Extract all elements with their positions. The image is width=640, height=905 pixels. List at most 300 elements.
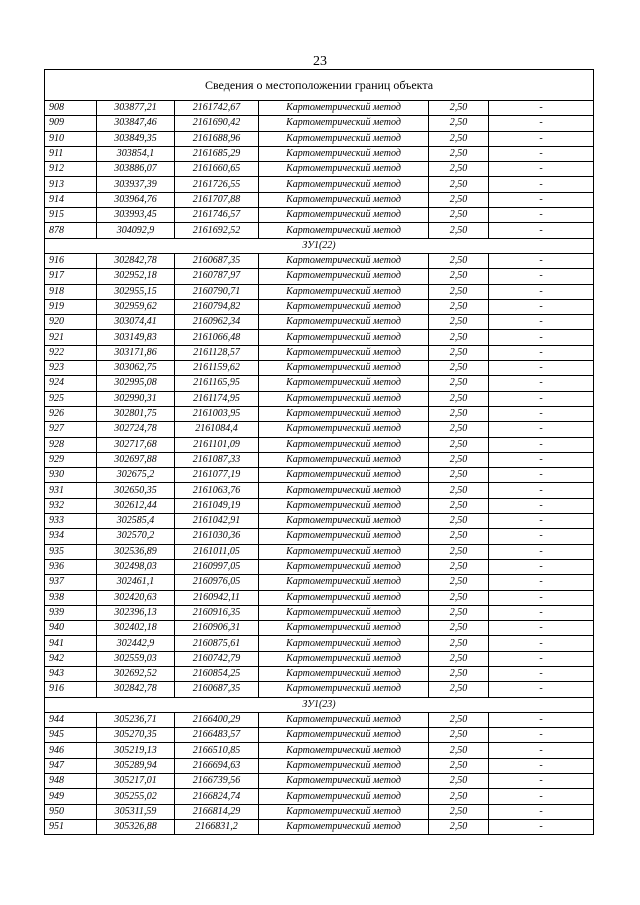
method-cell: Картометрический метод: [259, 345, 429, 360]
description-cell: -: [489, 468, 594, 483]
method-cell: Картометрический метод: [259, 284, 429, 299]
method-cell: Картометрический метод: [259, 452, 429, 467]
description-cell: -: [489, 101, 594, 116]
description-cell: -: [489, 315, 594, 330]
point-number-cell: 941: [45, 636, 97, 651]
point-number-cell: 925: [45, 391, 97, 406]
method-cell: Картометрический метод: [259, 468, 429, 483]
table-row: [45, 223, 594, 238]
point-number-cell: 922: [45, 345, 97, 360]
coordinate-x-cell: 302995,08: [97, 376, 175, 391]
coordinate-x-cell: 303074,41: [97, 315, 175, 330]
method-cell: Картометрический метод: [259, 422, 429, 437]
method-cell: Картометрический метод: [259, 743, 429, 758]
coordinate-x-cell: 302675,2: [97, 468, 175, 483]
coordinate-y-cell: 2161692,52: [175, 223, 259, 238]
coordinate-x-cell: 302801,75: [97, 406, 175, 421]
method-cell: Картометрический метод: [259, 666, 429, 681]
coordinate-x-cell: 303849,35: [97, 131, 175, 146]
point-number-cell: 944: [45, 712, 97, 727]
table-row: [45, 498, 594, 513]
coordinate-y-cell: 2166694,63: [175, 758, 259, 773]
table-row: [45, 636, 594, 651]
accuracy-cell: 2,50: [429, 728, 489, 743]
coordinate-y-cell: 2161030,36: [175, 529, 259, 544]
description-cell: -: [489, 253, 594, 268]
description-cell: -: [489, 269, 594, 284]
accuracy-cell: 2,50: [429, 605, 489, 620]
point-number-cell: 915: [45, 208, 97, 223]
coordinate-x-cell: 302717,68: [97, 437, 175, 452]
method-cell: Картометрический метод: [259, 819, 429, 834]
method-cell: Картометрический метод: [259, 192, 429, 207]
description-cell: -: [489, 162, 594, 177]
coordinate-y-cell: 2161042,91: [175, 514, 259, 529]
coordinate-y-cell: 2166814,29: [175, 804, 259, 819]
table-row: [45, 376, 594, 391]
description-cell: -: [489, 299, 594, 314]
method-cell: Картометрический метод: [259, 605, 429, 620]
page-number: 23: [313, 54, 327, 69]
description-cell: -: [489, 391, 594, 406]
coordinate-y-cell: 2166483,57: [175, 728, 259, 743]
coordinate-x-cell: 302559,03: [97, 651, 175, 666]
table-row: [45, 177, 594, 192]
table-row: [45, 116, 594, 131]
coordinate-x-cell: 302585,4: [97, 514, 175, 529]
coordinate-y-cell: 2160976,05: [175, 575, 259, 590]
point-number-cell: 930: [45, 468, 97, 483]
description-cell: -: [489, 559, 594, 574]
coordinate-x-cell: 303964,76: [97, 192, 175, 207]
point-number-cell: 919: [45, 299, 97, 314]
table-row: [45, 758, 594, 773]
coordinate-y-cell: 2161660,65: [175, 162, 259, 177]
point-number-cell: 923: [45, 361, 97, 376]
accuracy-cell: 2,50: [429, 529, 489, 544]
accuracy-cell: 2,50: [429, 284, 489, 299]
coordinate-x-cell: 302612,44: [97, 498, 175, 513]
point-number-cell: 940: [45, 621, 97, 636]
coordinate-y-cell: 2161685,29: [175, 146, 259, 161]
method-cell: Картометрический метод: [259, 498, 429, 513]
coordinate-x-cell: 302842,78: [97, 682, 175, 697]
method-cell: Картометрический метод: [259, 131, 429, 146]
point-number-cell: 924: [45, 376, 97, 391]
coordinate-x-cell: 303993,45: [97, 208, 175, 223]
table-row: [45, 590, 594, 605]
point-number-cell: 914: [45, 192, 97, 207]
coordinate-y-cell: 2161063,76: [175, 483, 259, 498]
coordinate-x-cell: 304092,9: [97, 223, 175, 238]
coordinate-y-cell: 2161174,95: [175, 391, 259, 406]
coordinate-x-cell: 303171,86: [97, 345, 175, 360]
coordinate-y-cell: 2161159,62: [175, 361, 259, 376]
coordinate-x-cell: 302536,89: [97, 544, 175, 559]
method-cell: Картометрический метод: [259, 774, 429, 789]
coordinate-x-cell: 303854,1: [97, 146, 175, 161]
accuracy-cell: 2,50: [429, 590, 489, 605]
table-row: [45, 728, 594, 743]
method-cell: Картометрический метод: [259, 299, 429, 314]
method-cell: Картометрический метод: [259, 682, 429, 697]
accuracy-cell: 2,50: [429, 666, 489, 681]
point-number-cell: 929: [45, 452, 97, 467]
point-number-cell: 949: [45, 789, 97, 804]
coordinate-x-cell: 302955,15: [97, 284, 175, 299]
coordinate-x-cell: 302442,9: [97, 636, 175, 651]
coordinate-x-cell: 305255,02: [97, 789, 175, 804]
description-cell: -: [489, 437, 594, 452]
description-cell: -: [489, 651, 594, 666]
description-cell: -: [489, 621, 594, 636]
accuracy-cell: 2,50: [429, 743, 489, 758]
coordinate-x-cell: 303149,83: [97, 330, 175, 345]
coordinate-y-cell: 2160916,35: [175, 605, 259, 620]
coordinate-x-cell: 302724,78: [97, 422, 175, 437]
accuracy-cell: 2,50: [429, 819, 489, 834]
point-number-cell: 932: [45, 498, 97, 513]
table-row: [45, 208, 594, 223]
accuracy-cell: 2,50: [429, 101, 489, 116]
coordinate-x-cell: 303847,46: [97, 116, 175, 131]
coordinate-y-cell: 2160787,97: [175, 269, 259, 284]
coordinate-x-cell: 305219,13: [97, 743, 175, 758]
table-row: [45, 712, 594, 727]
section-row: [45, 697, 594, 712]
accuracy-cell: 2,50: [429, 192, 489, 207]
coordinate-x-cell: 303062,75: [97, 361, 175, 376]
accuracy-cell: 2,50: [429, 162, 489, 177]
method-cell: Картометрический метод: [259, 621, 429, 636]
description-cell: -: [489, 422, 594, 437]
accuracy-cell: 2,50: [429, 406, 489, 421]
accuracy-cell: 2,50: [429, 621, 489, 636]
coordinate-x-cell: 302461,1: [97, 575, 175, 590]
method-cell: Картометрический метод: [259, 101, 429, 116]
point-number-cell: 933: [45, 514, 97, 529]
method-cell: Картометрический метод: [259, 376, 429, 391]
description-cell: -: [489, 804, 594, 819]
point-number-cell: 937: [45, 575, 97, 590]
coordinate-y-cell: 2160794,82: [175, 299, 259, 314]
coordinate-y-cell: 2161084,4: [175, 422, 259, 437]
description-cell: -: [489, 498, 594, 513]
point-number-cell: 934: [45, 529, 97, 544]
table-row: [45, 422, 594, 437]
coordinate-y-cell: 2161087,33: [175, 452, 259, 467]
description-cell: -: [489, 590, 594, 605]
method-cell: Картометрический метод: [259, 361, 429, 376]
description-cell: -: [489, 376, 594, 391]
description-cell: -: [489, 743, 594, 758]
point-number-cell: 911: [45, 146, 97, 161]
coordinate-y-cell: 2161003,95: [175, 406, 259, 421]
coordinate-y-cell: 2161128,57: [175, 345, 259, 360]
accuracy-cell: 2,50: [429, 330, 489, 345]
accuracy-cell: 2,50: [429, 559, 489, 574]
accuracy-cell: 2,50: [429, 682, 489, 697]
method-cell: Картометрический метод: [259, 575, 429, 590]
accuracy-cell: 2,50: [429, 422, 489, 437]
section-label: ЗУ1(23): [45, 697, 594, 712]
table-row: [45, 330, 594, 345]
table-row: [45, 192, 594, 207]
point-number-cell: 948: [45, 774, 97, 789]
table-row: [45, 284, 594, 299]
table-row: [45, 575, 594, 590]
method-cell: Картометрический метод: [259, 789, 429, 804]
point-number-cell: 926: [45, 406, 97, 421]
method-cell: Картометрический метод: [259, 559, 429, 574]
coordinate-x-cell: 302959,62: [97, 299, 175, 314]
coordinate-x-cell: 302650,35: [97, 483, 175, 498]
description-cell: -: [489, 345, 594, 360]
point-number-cell: 938: [45, 590, 97, 605]
table-row: [45, 437, 594, 452]
table-row: [45, 544, 594, 559]
point-number-cell: 909: [45, 116, 97, 131]
point-number-cell: 951: [45, 819, 97, 834]
coordinate-y-cell: 2161049,19: [175, 498, 259, 513]
coordinate-y-cell: 2166510,85: [175, 743, 259, 758]
point-number-cell: 912: [45, 162, 97, 177]
description-cell: -: [489, 529, 594, 544]
description-cell: -: [489, 544, 594, 559]
table-row: [45, 361, 594, 376]
accuracy-cell: 2,50: [429, 651, 489, 666]
method-cell: Картометрический метод: [259, 758, 429, 773]
table-row: [45, 789, 594, 804]
method-cell: Картометрический метод: [259, 223, 429, 238]
method-cell: Картометрический метод: [259, 406, 429, 421]
coordinate-y-cell: 2160962,34: [175, 315, 259, 330]
table-title: Сведения о местоположении границ объекта: [45, 70, 594, 101]
point-number-cell: 928: [45, 437, 97, 452]
description-cell: -: [489, 712, 594, 727]
description-cell: -: [489, 452, 594, 467]
section-row: [45, 238, 594, 253]
accuracy-cell: 2,50: [429, 789, 489, 804]
description-cell: -: [489, 131, 594, 146]
description-cell: -: [489, 284, 594, 299]
method-cell: Картометрический метод: [259, 177, 429, 192]
description-cell: -: [489, 192, 594, 207]
accuracy-cell: 2,50: [429, 437, 489, 452]
accuracy-cell: 2,50: [429, 253, 489, 268]
point-number-cell: 939: [45, 605, 97, 620]
accuracy-cell: 2,50: [429, 575, 489, 590]
table-row: [45, 162, 594, 177]
accuracy-cell: 2,50: [429, 774, 489, 789]
coordinate-y-cell: 2161077,19: [175, 468, 259, 483]
method-cell: Картометрический метод: [259, 437, 429, 452]
method-cell: Картометрический метод: [259, 330, 429, 345]
method-cell: Картометрический метод: [259, 116, 429, 131]
coordinate-x-cell: 302842,78: [97, 253, 175, 268]
table-row: [45, 605, 594, 620]
coordinate-y-cell: 2160942,11: [175, 590, 259, 605]
point-number-cell: 945: [45, 728, 97, 743]
method-cell: Картометрический метод: [259, 712, 429, 727]
method-cell: Картометрический метод: [259, 728, 429, 743]
method-cell: Картометрический метод: [259, 804, 429, 819]
description-cell: -: [489, 819, 594, 834]
coordinate-y-cell: 2161690,42: [175, 116, 259, 131]
method-cell: Картометрический метод: [259, 544, 429, 559]
table-title-row: [45, 70, 594, 101]
coordinate-y-cell: 2160742,79: [175, 651, 259, 666]
point-number-cell: 913: [45, 177, 97, 192]
point-number-cell: 910: [45, 131, 97, 146]
table-row: [45, 529, 594, 544]
table-row: [45, 666, 594, 681]
coordinate-y-cell: 2161101,09: [175, 437, 259, 452]
point-number-cell: 931: [45, 483, 97, 498]
description-cell: -: [489, 605, 594, 620]
description-cell: -: [489, 361, 594, 376]
method-cell: Картометрический метод: [259, 529, 429, 544]
coordinate-x-cell: 302952,18: [97, 269, 175, 284]
accuracy-cell: 2,50: [429, 452, 489, 467]
accuracy-cell: 2,50: [429, 376, 489, 391]
description-cell: -: [489, 575, 594, 590]
description-cell: -: [489, 636, 594, 651]
coordinate-x-cell: 302692,52: [97, 666, 175, 681]
coordinate-y-cell: 2161165,95: [175, 376, 259, 391]
point-number-cell: 947: [45, 758, 97, 773]
point-number-cell: 916: [45, 682, 97, 697]
accuracy-cell: 2,50: [429, 269, 489, 284]
method-cell: Картометрический метод: [259, 651, 429, 666]
coordinate-x-cell: 302420,63: [97, 590, 175, 605]
accuracy-cell: 2,50: [429, 345, 489, 360]
description-cell: -: [489, 682, 594, 697]
coordinate-y-cell: 2166400,29: [175, 712, 259, 727]
table-row: [45, 146, 594, 161]
method-cell: Картометрический метод: [259, 391, 429, 406]
table-row: [45, 345, 594, 360]
table-row: [45, 269, 594, 284]
coordinate-y-cell: 2166824,74: [175, 789, 259, 804]
table-row: [45, 483, 594, 498]
coordinate-x-cell: 305236,71: [97, 712, 175, 727]
accuracy-cell: 2,50: [429, 299, 489, 314]
accuracy-cell: 2,50: [429, 804, 489, 819]
method-cell: Картометрический метод: [259, 162, 429, 177]
point-number-cell: 946: [45, 743, 97, 758]
point-number-cell: 927: [45, 422, 97, 437]
table-row: [45, 651, 594, 666]
table-row: [45, 682, 594, 697]
coordinate-x-cell: 302396,13: [97, 605, 175, 620]
description-cell: -: [489, 789, 594, 804]
table-row: [45, 774, 594, 789]
point-number-cell: 878: [45, 223, 97, 238]
coordinate-y-cell: 2160687,35: [175, 682, 259, 697]
coordinate-x-cell: 303877,21: [97, 101, 175, 116]
coordinate-y-cell: 2160875,61: [175, 636, 259, 651]
section-label: ЗУ1(22): [45, 238, 594, 253]
description-cell: -: [489, 728, 594, 743]
accuracy-cell: 2,50: [429, 712, 489, 727]
accuracy-cell: 2,50: [429, 483, 489, 498]
coordinate-y-cell: 2161726,55: [175, 177, 259, 192]
coordinate-y-cell: 2160854,25: [175, 666, 259, 681]
coordinate-y-cell: 2166831,2: [175, 819, 259, 834]
point-number-cell: 920: [45, 315, 97, 330]
table-row: [45, 131, 594, 146]
accuracy-cell: 2,50: [429, 146, 489, 161]
description-cell: -: [489, 208, 594, 223]
point-number-cell: 908: [45, 101, 97, 116]
accuracy-cell: 2,50: [429, 544, 489, 559]
accuracy-cell: 2,50: [429, 116, 489, 131]
accuracy-cell: 2,50: [429, 498, 489, 513]
coordinate-y-cell: 2161742,67: [175, 101, 259, 116]
method-cell: Картометрический метод: [259, 146, 429, 161]
coordinate-y-cell: 2160997,05: [175, 559, 259, 574]
table-row: [45, 819, 594, 834]
coordinate-y-cell: 2161707,88: [175, 192, 259, 207]
method-cell: Картометрический метод: [259, 315, 429, 330]
coordinate-x-cell: 305311,59: [97, 804, 175, 819]
description-cell: -: [489, 177, 594, 192]
description-cell: -: [489, 223, 594, 238]
accuracy-cell: 2,50: [429, 177, 489, 192]
coordinate-x-cell: 302402,18: [97, 621, 175, 636]
coordinate-y-cell: 2166739,56: [175, 774, 259, 789]
method-cell: Картометрический метод: [259, 590, 429, 605]
accuracy-cell: 2,50: [429, 208, 489, 223]
coordinate-y-cell: 2160906,31: [175, 621, 259, 636]
method-cell: Картометрический метод: [259, 208, 429, 223]
table-row: [45, 804, 594, 819]
table-row: [45, 468, 594, 483]
description-cell: -: [489, 774, 594, 789]
accuracy-cell: 2,50: [429, 315, 489, 330]
point-number-cell: 917: [45, 269, 97, 284]
method-cell: Картометрический метод: [259, 269, 429, 284]
coordinate-x-cell: 305270,35: [97, 728, 175, 743]
point-number-cell: 916: [45, 253, 97, 268]
description-cell: -: [489, 146, 594, 161]
accuracy-cell: 2,50: [429, 468, 489, 483]
table-row: [45, 299, 594, 314]
point-number-cell: 936: [45, 559, 97, 574]
method-cell: Картометрический метод: [259, 636, 429, 651]
table-row: [45, 743, 594, 758]
coordinate-x-cell: 302498,03: [97, 559, 175, 574]
table-row: [45, 452, 594, 467]
point-number-cell: 942: [45, 651, 97, 666]
coordinate-y-cell: 2161066,48: [175, 330, 259, 345]
description-cell: -: [489, 666, 594, 681]
description-cell: -: [489, 483, 594, 498]
method-cell: Картометрический метод: [259, 514, 429, 529]
table-row: [45, 559, 594, 574]
description-cell: -: [489, 116, 594, 131]
accuracy-cell: 2,50: [429, 758, 489, 773]
table-row: [45, 101, 594, 116]
coordinate-x-cell: 302697,88: [97, 452, 175, 467]
table-row: [45, 391, 594, 406]
table-row: [45, 406, 594, 421]
accuracy-cell: 2,50: [429, 223, 489, 238]
description-cell: -: [489, 514, 594, 529]
table-row: [45, 621, 594, 636]
accuracy-cell: 2,50: [429, 636, 489, 651]
